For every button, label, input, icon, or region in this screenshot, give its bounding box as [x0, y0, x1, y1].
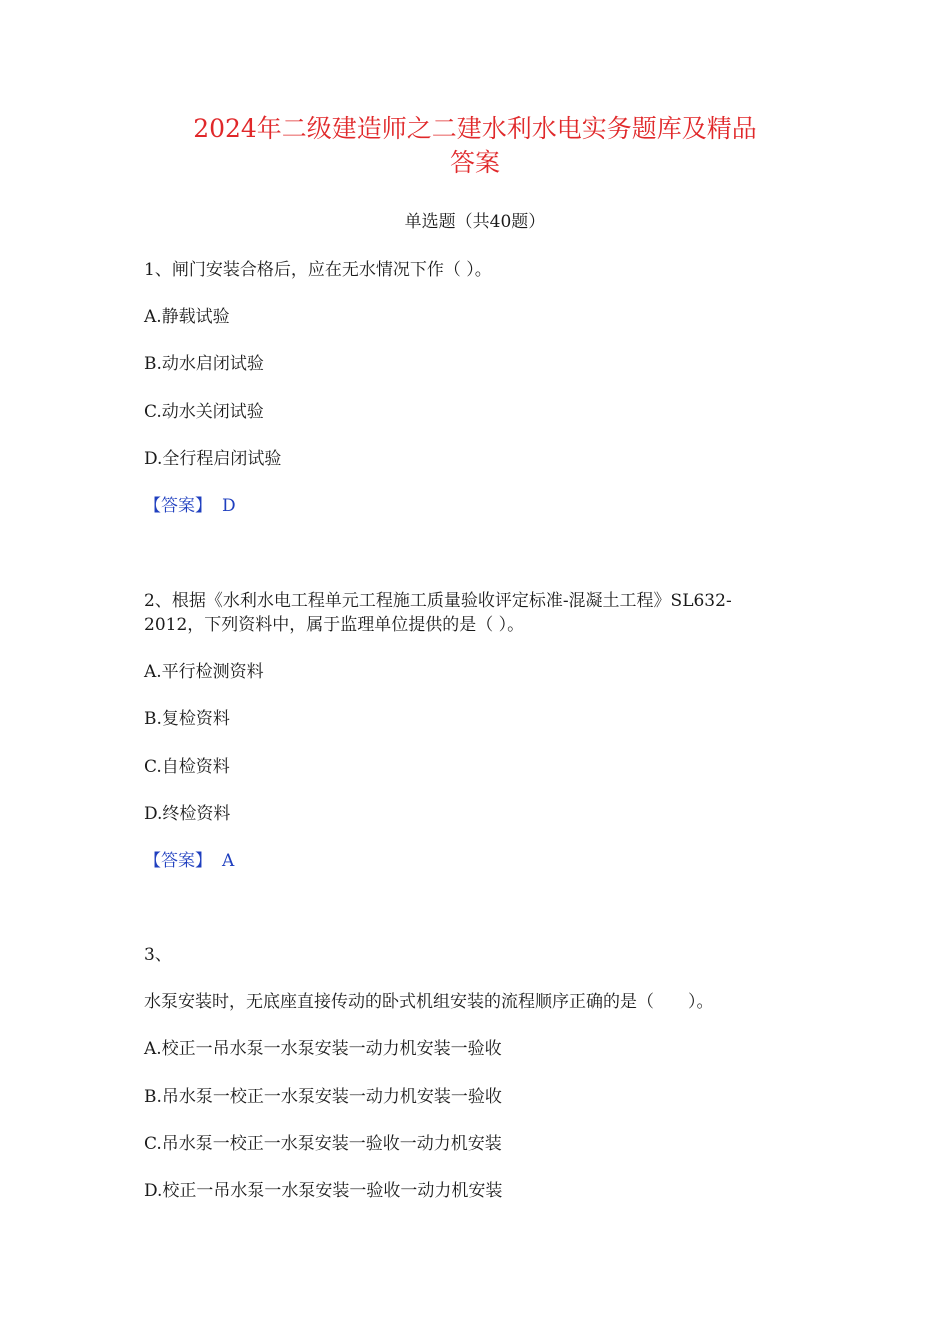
section-header: 单选题（共40题） — [404, 212, 546, 232]
question-2-answer — [144, 849, 234, 873]
document-title-line-2: 答案 — [449, 148, 500, 177]
question-3-number: 3、 — [144, 945, 172, 965]
question-2-option-d: D.终检资料 — [144, 804, 231, 824]
question-2-stem-line-1: 2、根据《水利水电工程单元工程施工质量验收评定标准-混凝土工程》SL632- — [144, 591, 732, 611]
question-1-option-d: D.全行程启闭试验 — [144, 449, 282, 469]
question-3-option-d: D.校正一吊水泵一水泵安装一验收一动力机安装 — [144, 1181, 503, 1201]
question-3-option-b: B.吊水泵一校正一水泵安装一动力机安装一验收 — [144, 1087, 502, 1107]
answer-value: D — [222, 496, 236, 516]
question-2-option-b: B.复检资料 — [144, 709, 230, 729]
question-2-stem-line-2: 2012，下列资料中，属于监理单位提供的是（ ）。 — [144, 615, 525, 635]
question-1-option-a: A.静载试验 — [144, 307, 230, 327]
question-3-option-a: A.校正一吊水泵一水泵安装一动力机安装一验收 — [144, 1039, 502, 1059]
answer-label: 【答案】 — [144, 496, 212, 516]
document-title-line-1: 2024年二级建造师之二建水利水电实务题库及精品 — [193, 114, 757, 143]
question-3-option-c: C.吊水泵一校正一水泵安装一验收一动力机安装 — [144, 1134, 502, 1154]
question-1-option-b: B.动水启闭试验 — [144, 354, 264, 374]
question-3-stem: 水泵安装时，无底座直接传动的卧式机组安装的流程顺序正确的是（ ）。 — [144, 992, 714, 1012]
question-2-option-a: A.平行检测资料 — [144, 662, 264, 682]
question-1-answer — [144, 494, 236, 518]
question-2-option-c: C.自检资料 — [144, 757, 230, 777]
answer-label: 【答案】 — [144, 851, 212, 871]
question-1-option-c: C.动水关闭试验 — [144, 402, 264, 422]
question-1-stem: 1、闸门安装合格后，应在无水情况下作（ ）。 — [144, 260, 492, 280]
answer-value: A — [222, 851, 235, 871]
